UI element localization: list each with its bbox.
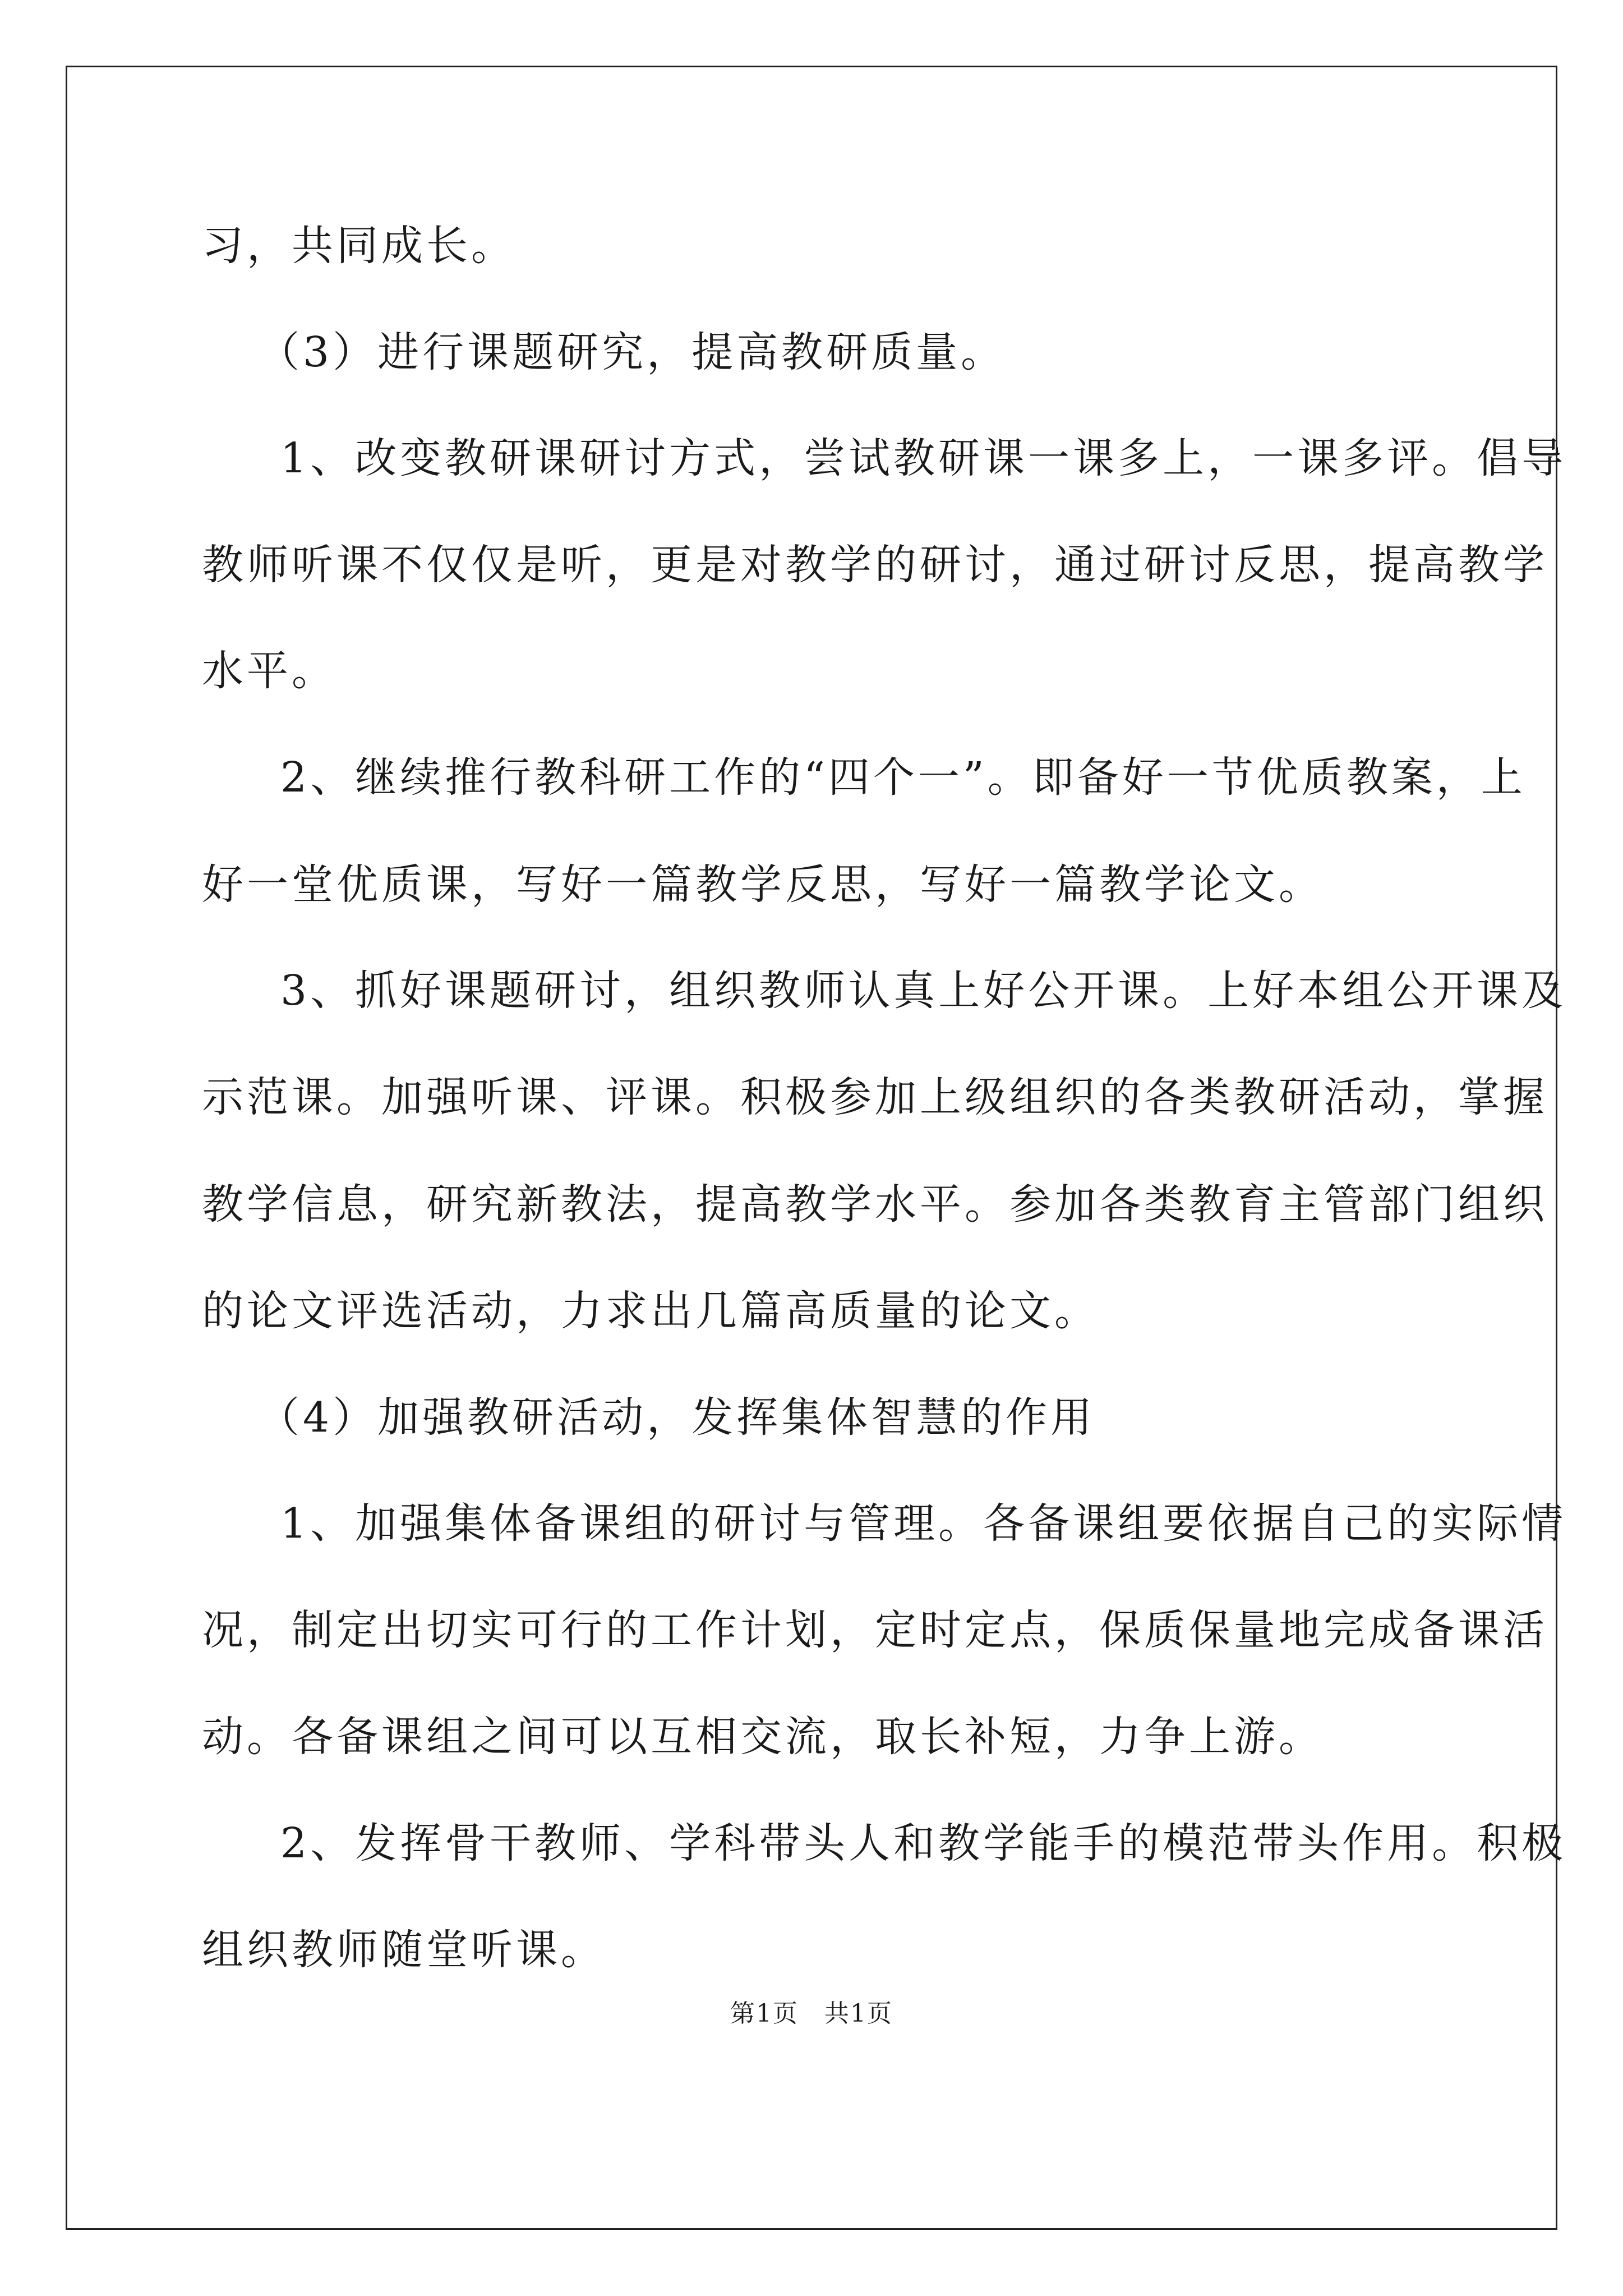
text-line-7: 好一堂优质课，写好一篇教学反思，写好一篇教学论文。: [202, 861, 1324, 909]
text-line-6: 2、继续推行教科研工作的“四个一”。即备好一节优质教案，上: [280, 753, 1526, 802]
text-line-16: 2、发挥骨干教师、学科带头人和教学能手的模范带头作用。积极: [280, 1819, 1567, 1867]
text-line-3: 1、改变教研课研讨方式，尝试教研课一课多上，一课多评。倡导: [280, 434, 1567, 482]
text-line-17: 组织教师随堂听课。: [202, 1926, 606, 1974]
text-line-14: 况，制定出切实可行的工作计划，定时定点，保质保量地完成备课活: [202, 1606, 1548, 1654]
text-line-10: 教学信息，研究新教法，提高教学水平。参加各类教育主管部门组织: [202, 1180, 1548, 1228]
text-line-9: 示范课。加强听课、评课。积极参加上级组织的各类教研活动，掌握: [202, 1073, 1548, 1121]
text-line-11: 的论文评选活动，力求出几篇高质量的论文。: [202, 1287, 1099, 1335]
text-line-1: 习，共同成长。: [202, 222, 516, 270]
text-line-5: 水平。: [202, 647, 336, 695]
text-line-13: 1、加强集体备课组的研讨与管理。各备课组要依据自己的实际情: [280, 1499, 1567, 1548]
text-line-8: 3、抓好课题研讨，组织教师认真上好公开课。上好本组公开课及: [280, 967, 1567, 1015]
text-line-2: （3）进行课题研究，提高教研质量。: [258, 328, 1006, 376]
page-border: [66, 66, 1557, 2230]
page-number-footer: 第1页 共1页: [730, 1999, 893, 2028]
text-line-12: （4）加强教研活动，发挥集体智慧的作用: [258, 1393, 1096, 1442]
text-line-15: 动。各备课组之间可以互相交流，取长补短，力争上游。: [202, 1713, 1324, 1761]
text-line-4: 教师听课不仅仅是听，更是对教学的研讨，通过研讨反思，提高教学: [202, 541, 1548, 589]
